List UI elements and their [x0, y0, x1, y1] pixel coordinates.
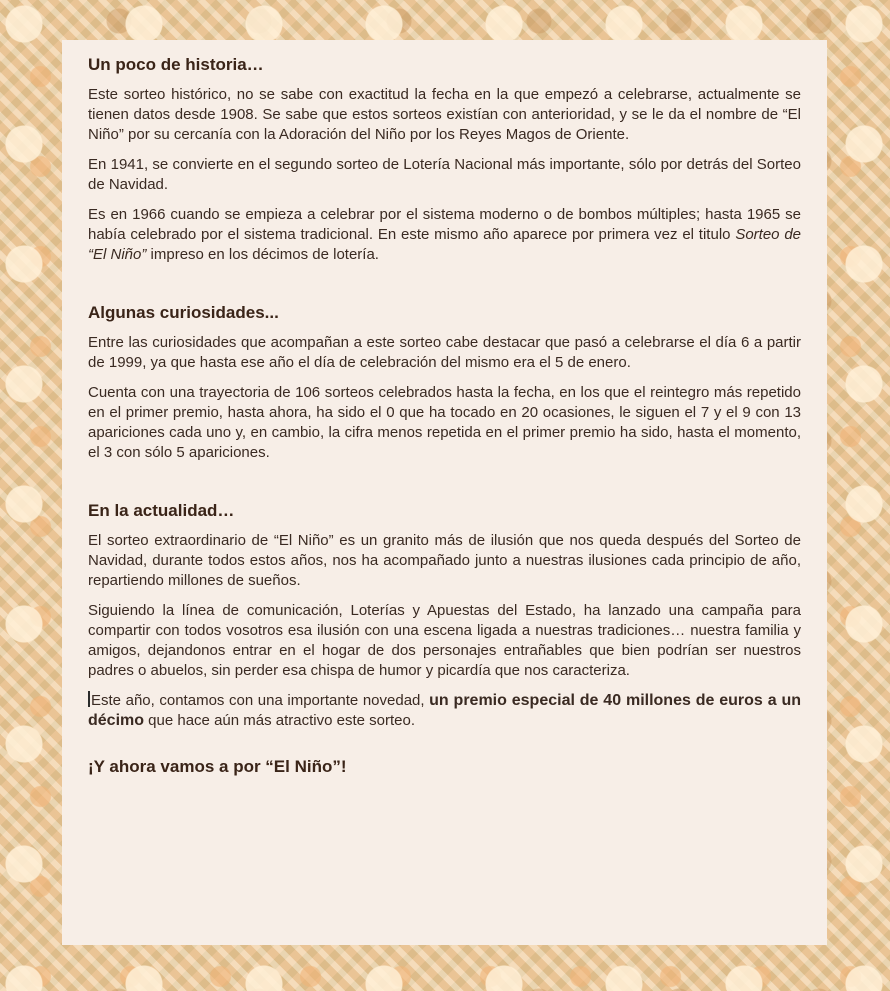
historia-paragraph-1: Este sorteo histórico, no se sabe con exactitud la fecha en la que empezó a celebrarse, actualmente se tienen datos desde 1908. Se sabe que estos sorteos existían con anterioridad, y se le da el nombre de “El Niño” por su cercanía con la Adoración del Niño por los Reyes Magos de Oriente.: [88, 86, 801, 143]
closing-line: ¡Y ahora vamos a por “El Niño”!: [88, 757, 347, 776]
actualidad-paragraph-3-bold: un premio especial de 40 millones de euros a un décimo: [88, 692, 802, 729]
section-spacer: [88, 275, 801, 303]
text-cursor-icon: [88, 691, 90, 707]
section-title-actualidad: En la actualidad…: [88, 501, 235, 520]
section-title-historia: Un poco de historia…: [88, 55, 264, 74]
section-title-curiosidades: Algunas curiosidades...: [88, 303, 279, 322]
actualidad-paragraph-2: Siguiendo la línea de comunicación, Loterías y Apuestas del Estado, ha lanzado una campaña para compartir con todos vosotros esa ilusión con una escena ligada a nuestras tradiciones… nuestra familia y amigos, dejandonos entrar en el hogar de dos personajes entrañables que bien podrían ser nuestros padres o abuelos, sin perder esa chispa de humor y picardía que nos caracteriza.: [88, 602, 801, 679]
historia-paragraph-3-before: Es en 1966 cuando se empieza a celebrar por el sistema moderno o de bombos múltiples; hasta 1965 se había celebrado por el sistema tradicional. En este mismo año aparece por primera vez el titulo: [88, 206, 801, 243]
actualidad-paragraph-3-after: que hace aún más atractivo este sorteo.: [144, 712, 416, 729]
section-spacer: [88, 473, 801, 501]
actualidad-paragraph-3-before: Este año, contamos con una importante novedad,: [91, 692, 430, 709]
historia-paragraph-3: [88, 205, 801, 265]
curiosidades-paragraph-2: Cuenta con una trayectoria de 106 sorteos celebrados hasta la fecha, en los que el reintegro más repetido en el primer premio, hasta ahora, ha sido el 0 que ha tocado en 20 ocasiones, le siguen el 7 y el 9 con 13 apariciones cada uno y, en cambio, la cifra menos repetida en el primer premio ha sido, hasta el momento, el 3 con sólo 5 apariciones.: [88, 384, 801, 461]
actualidad-paragraph-3[interactable]: [88, 691, 801, 731]
actualidad-paragraph-1: El sorteo extraordinario de “El Niño” es un granito más de ilusión que nos queda después del Sorteo de Navidad, durante todos estos años, nos ha acompañado junto a nuestras ilusiones cada principio de año, repartiendo millones de sueños.: [88, 532, 801, 589]
article-panel: [62, 40, 827, 945]
historia-paragraph-3-after: impreso en los décimos de lotería.: [146, 246, 379, 263]
historia-paragraph-3-italic: Sorteo de “El Niño”: [88, 226, 802, 263]
historia-paragraph-2: En 1941, se convierte en el segundo sorteo de Lotería Nacional más importante, sólo por detrás del Sorteo de Navidad.: [88, 156, 801, 193]
curiosidades-paragraph-1: Entre las curiosidades que acompañan a este sorteo cabe destacar que pasó a celebrarse el día 6 a partir de 1999, ya que hasta ese año el día de celebración del mismo era el 5 de enero.: [88, 334, 801, 371]
